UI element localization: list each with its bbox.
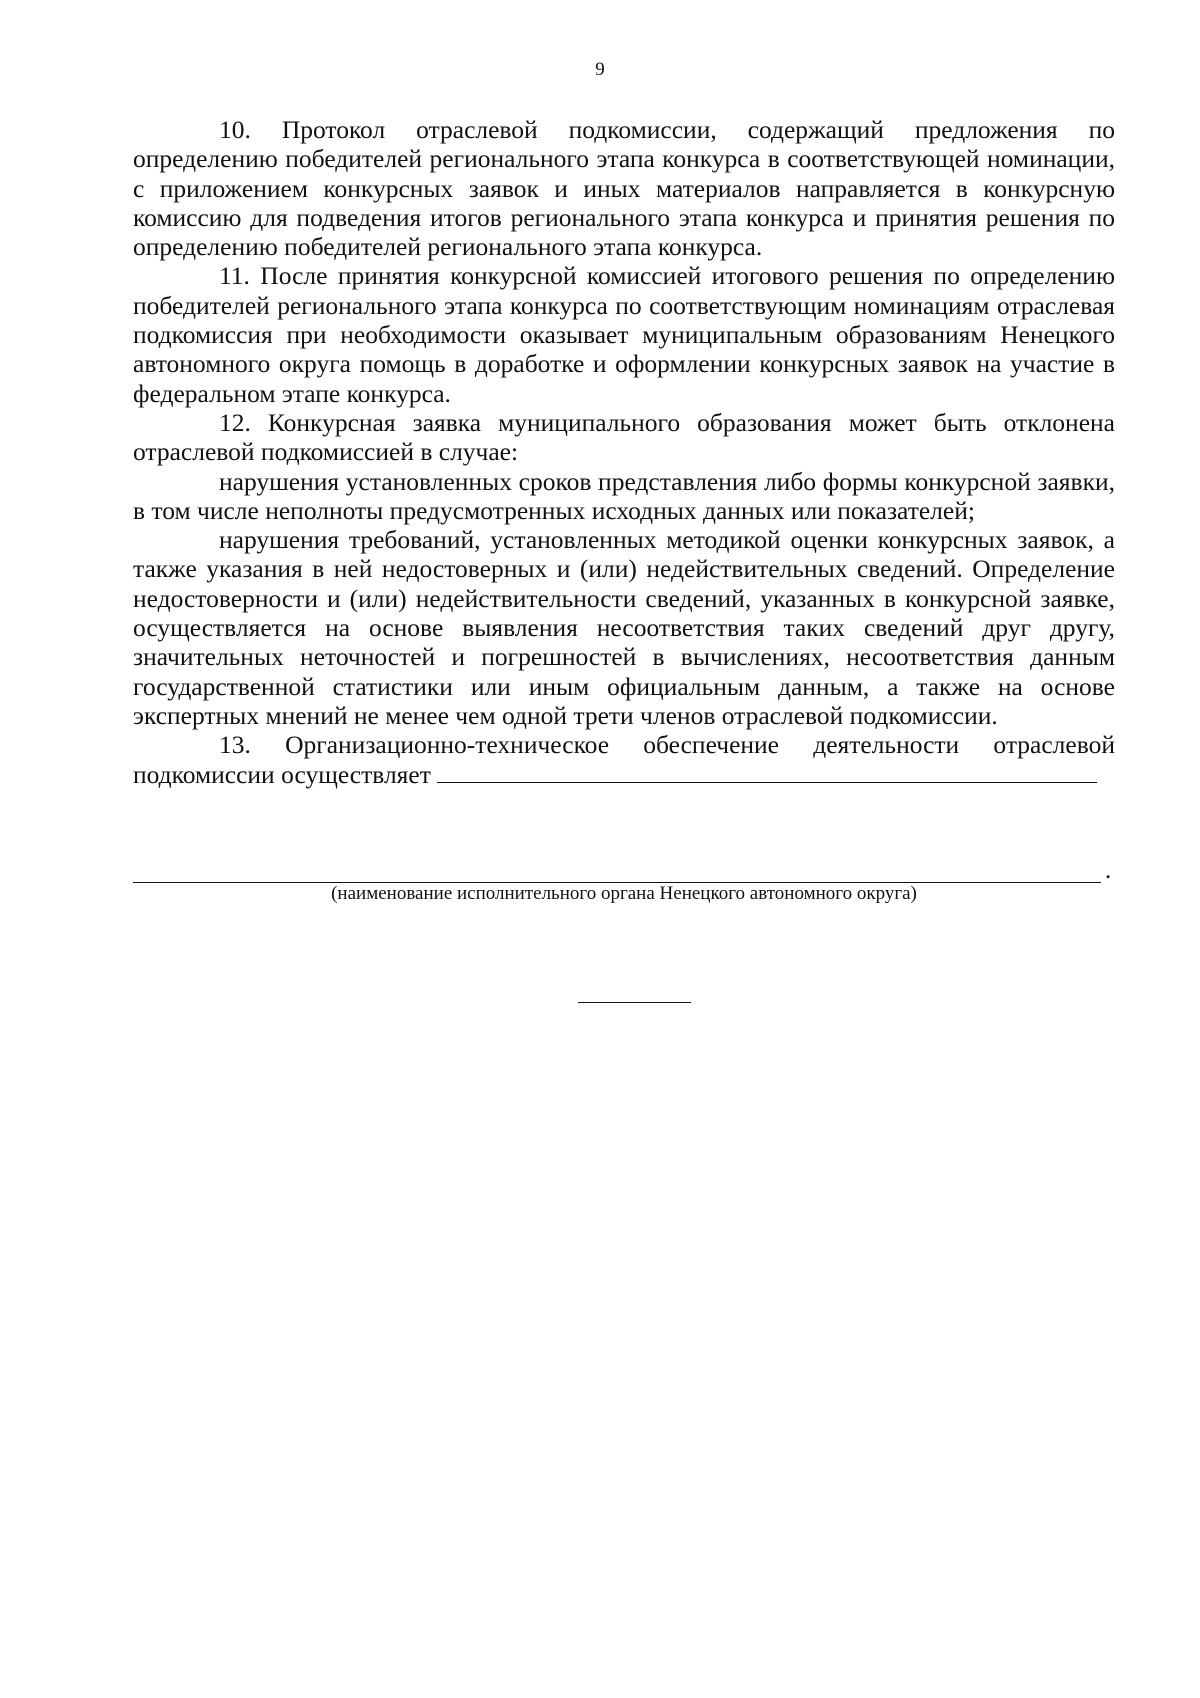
blank-fill-line: [437, 762, 1097, 783]
end-of-document-rule: [578, 1002, 691, 1003]
fill-terminator: .: [1105, 857, 1112, 884]
paragraph-13: [133, 730, 1115, 789]
page-number: 9: [595, 59, 605, 80]
field-caption: (наименование исполнительного органа Ненецкого автономного округа): [331, 883, 917, 904]
paragraph-12-item-2: нарушения требований, установленных методикой оценки конкурсных заявок, а также указания в ней недостоверных и (или) недействительных сведений. Определение недостоверности и (или) недействительности сведений, указанных в конкурсной заявке, осуществляется на основе выявления несоответствия таких сведений друг другу, значительных неточностей и погрешностей в вычислениях, несоответствия данным государственной статистики или иным официальным данным, а также на основе экспертных мнений не менее чем одной трети членов отраслевой подкомиссии.: [133, 525, 1115, 730]
document-body: [133, 115, 1115, 789]
paragraph-11: 11. После принятия конкурсной комиссией итогового решения по определению победителей регионального этапа конкурса по соответствующим номинациям отраслевая подкомиссия при необходимости оказывает муниципальным образованиям Ненецкого автономного округа помощь в доработке и оформлении конкурсных заявок на участие в федеральном этапе конкурса.: [133, 261, 1115, 408]
paragraph-13-text: 13. Организационно-техническое обеспечение деятельности отраслевой подкомиссии осуществляет: [133, 730, 1115, 789]
paragraph-10: 10. Протокол отраслевой подкомиссии, содержащий предложения по определению победителей регионального этапа конкурса в соответствующей номинации, с приложением конкурсных заявок и иных материалов направляется в конкурсную комиссию для подведения итогов регионального этапа конкурса и принятия решения по определению победителей регионального этапа конкурса.: [133, 115, 1115, 262]
paragraph-12: 12. Конкурсная заявка муниципального образования может быть отклонена отраслевой подкомиссией в случае:: [133, 407, 1115, 467]
underline-rule: [133, 866, 1101, 883]
paragraph-12-item-1: нарушения установленных сроков представления либо формы конкурсной заявки, в том числе неполноты предусмотренных исходных данных или показателей;: [133, 466, 1115, 525]
